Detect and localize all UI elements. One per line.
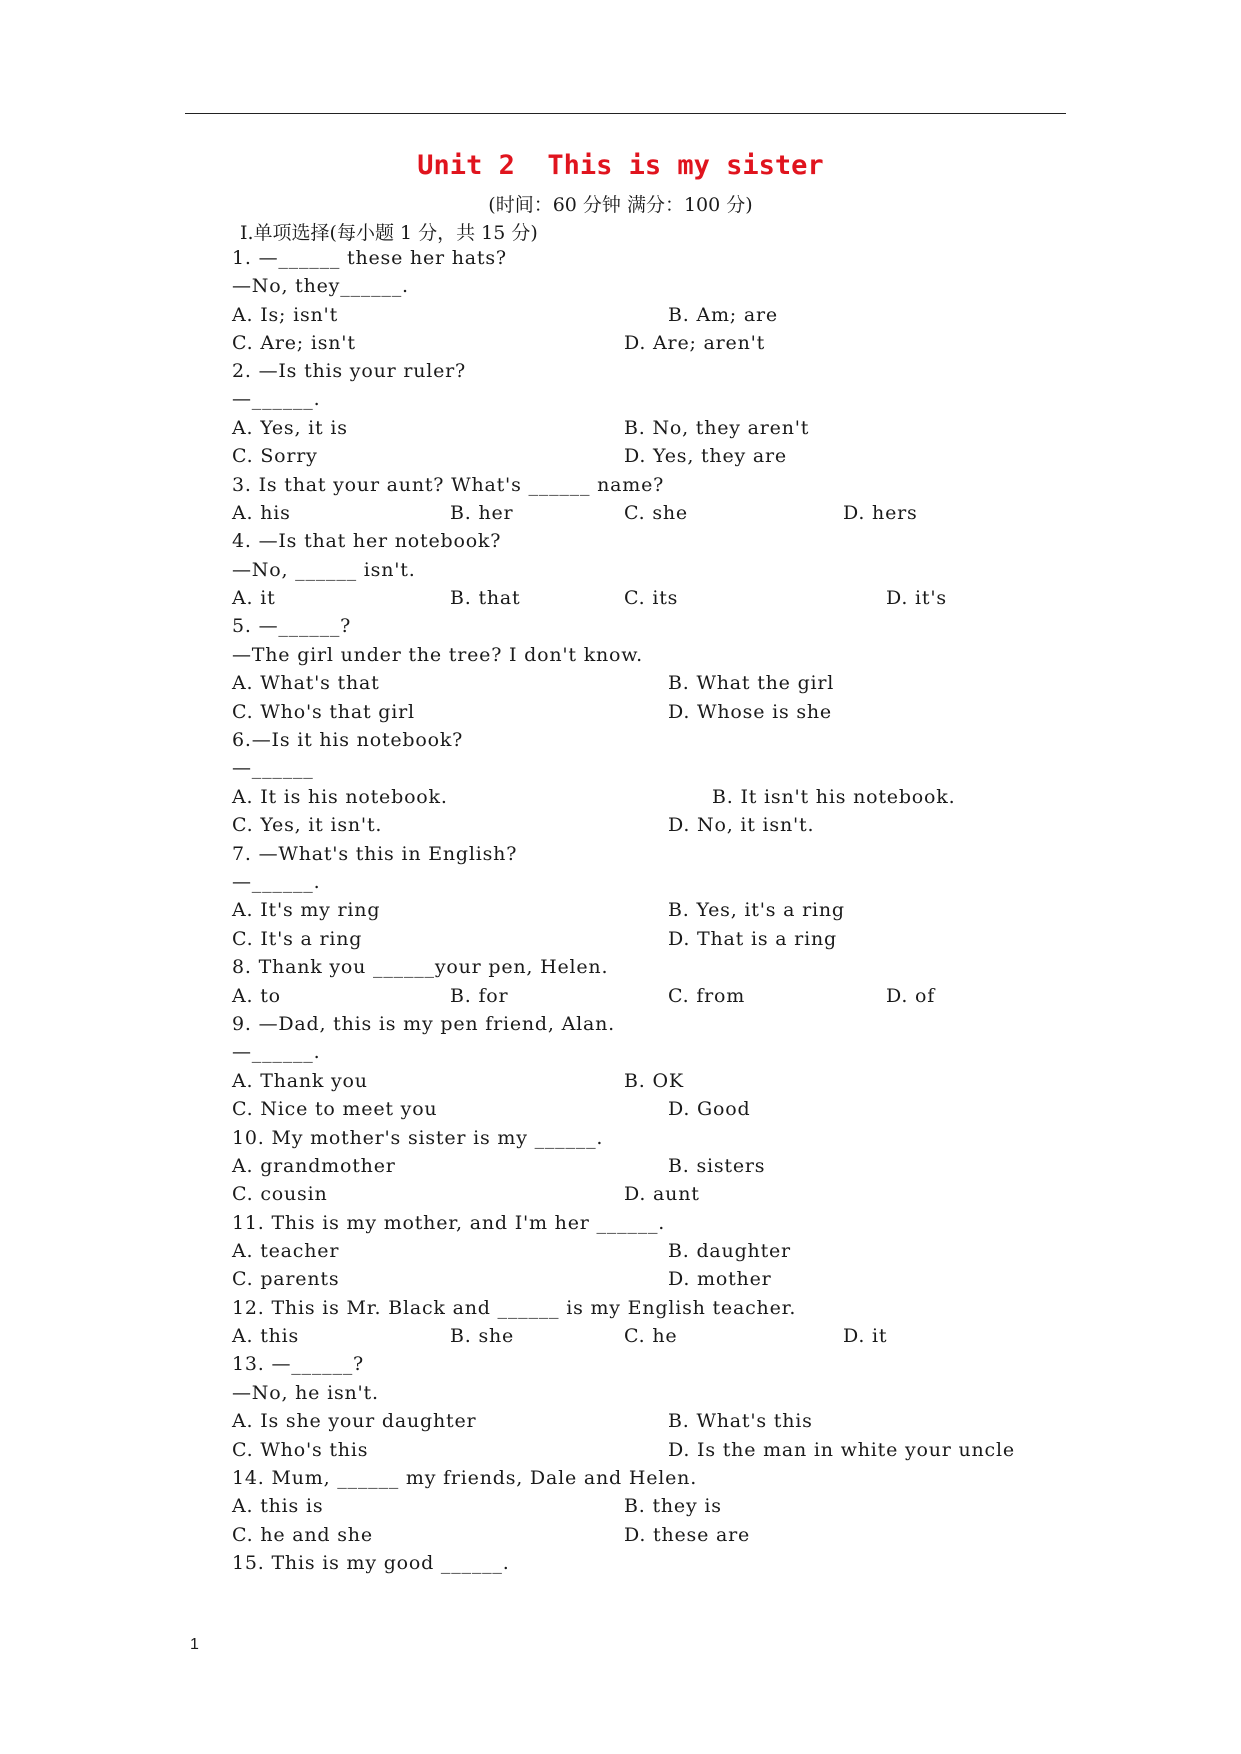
question-2-option-b: B. No, they aren't [624,417,810,439]
question-7-line-2: —______. [232,871,321,893]
question-7-option-c: C. It's a ring [232,928,363,950]
question-1-option-d: D. Are; aren't [624,332,766,354]
question-12-option-c: C. he [624,1325,678,1347]
question-12-option-b: B. she [450,1325,515,1347]
section-title: Ⅰ.单项选择(每小题 1 分，共 15 分) [240,222,538,244]
question-1-option-a: A. Is; isn't [232,304,339,326]
question-5-option-d: D. Whose is she [668,701,832,723]
page-number: 1 [190,1636,199,1653]
question-7-option-d: D. That is a ring [668,928,837,950]
question-4-option-a: A. it [232,587,276,609]
question-4-line-1: 4. —Is that her notebook? [232,530,502,552]
question-10-option-c: C. cousin [232,1183,328,1205]
question-5-option-b: B. What the girl [668,672,835,694]
question-4-option-d: D. it's [886,587,947,609]
question-5-line-1: 5. —______? [232,615,352,637]
question-8-option-b: B. for [450,985,509,1007]
question-5-option-a: A. What's that [232,672,380,694]
question-10-line-1: 10. My mother's sister is my ______. [232,1127,604,1149]
question-3-option-c: C. she [624,502,688,524]
question-14-option-d: D. these are [624,1524,751,1546]
question-6-line-1: 6.—Is it his notebook? [232,729,464,751]
question-11-option-d: D. mother [668,1268,772,1290]
question-3-option-a: A. his [232,502,291,524]
question-7-option-a: A. It's my ring [232,899,381,921]
question-5-option-c: C. Who's that girl [232,701,415,723]
question-2-option-d: D. Yes, they are [624,445,787,467]
page-subtitle: (时间：60 分钟 满分：100 分) [488,194,753,216]
question-6-option-a: A. It is his notebook. [232,786,448,808]
question-3-line-1: 3. Is that your aunt? What's ______ name? [232,474,665,496]
question-5-line-2: —The girl under the tree? I don't know. [232,644,643,666]
question-14-option-c: C. he and she [232,1524,373,1546]
question-12-option-a: A. this [232,1325,300,1347]
question-8-line-1: 8. Thank you ______your pen, Helen. [232,956,609,978]
question-7-line-1: 7. —What's this in English? [232,843,518,865]
question-1-line-2: —No, they______. [232,275,409,297]
page-title: Unit 2 This is my sister [417,150,824,181]
question-9-option-d: D. Good [668,1098,751,1120]
question-3-option-b: B. her [450,502,514,524]
question-2-line-1: 2. —Is this your ruler? [232,360,467,382]
question-13-option-d: D. Is the man in white your uncle [668,1439,1015,1461]
question-6-option-d: D. No, it isn't. [668,814,815,836]
question-3-option-d: D. hers [843,502,918,524]
question-9-line-2: —______. [232,1041,321,1063]
question-13-line-2: —No, he isn't. [232,1382,379,1404]
question-2-option-a: A. Yes, it is [232,417,348,439]
question-14-option-b: B. they is [624,1495,722,1517]
question-11-option-b: B. daughter [668,1240,791,1262]
question-9-option-b: B. OK [624,1070,684,1092]
question-14-line-1: 14. Mum, ______ my friends, Dale and Helen. [232,1467,698,1489]
question-8-option-d: D. of [886,985,936,1007]
question-1-option-c: C. Are; isn't [232,332,356,354]
question-4-line-2: —No, ______ isn't. [232,559,416,581]
question-6-option-b: B. It isn't his notebook. [712,786,956,808]
question-12-line-1: 12. This is Mr. Black and ______ is my English teacher. [232,1297,797,1319]
question-10-option-d: D. aunt [624,1183,700,1205]
question-13-option-c: C. Who's this [232,1439,369,1461]
question-14-option-a: A. this is [232,1495,324,1517]
question-7-option-b: B. Yes, it's a ring [668,899,845,921]
question-8-option-c: C. from [668,985,746,1007]
question-13-line-1: 13. —______? [232,1353,365,1375]
question-13-option-a: A. Is she your daughter [232,1410,477,1432]
question-6-option-c: C. Yes, it isn't. [232,814,383,836]
question-15-line-1: 15. This is my good ______. [232,1552,510,1574]
question-11-line-1: 11. This is my mother, and I'm her ______. [232,1212,666,1234]
question-9-option-a: A. Thank you [232,1070,368,1092]
question-11-option-a: A. teacher [232,1240,340,1262]
question-11-option-c: C. parents [232,1268,340,1290]
question-2-option-c: C. Sorry [232,445,318,467]
question-8-option-a: A. to [232,985,281,1007]
question-4-option-c: C. its [624,587,679,609]
question-13-option-b: B. What's this [668,1410,813,1432]
header-rule [185,113,1066,114]
question-9-line-1: 9. —Dad, this is my pen friend, Alan. [232,1013,615,1035]
question-10-option-a: A. grandmother [232,1155,396,1177]
question-1-line-1: 1. —______ these her hats? [232,247,507,269]
question-12-option-d: D. it [843,1325,888,1347]
question-6-line-2: —______ [232,757,314,779]
question-4-option-b: B. that [450,587,521,609]
question-9-option-c: C. Nice to meet you [232,1098,438,1120]
question-2-line-2: —______. [232,388,321,410]
question-10-option-b: B. sisters [668,1155,766,1177]
question-1-option-b: B. Am; are [668,304,778,326]
